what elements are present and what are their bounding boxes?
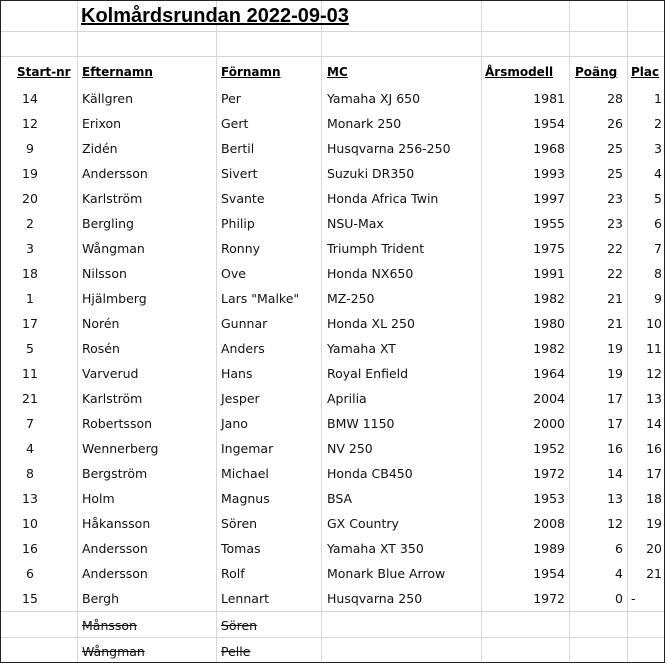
cell-mc: Husqvarna 256-250 xyxy=(327,141,451,156)
cell-efternamn: Månsson xyxy=(82,618,137,633)
cell-poang: 12 xyxy=(607,516,623,531)
cell-arsmodell: 1982 xyxy=(533,341,565,356)
cell-mc: Royal Enfield xyxy=(327,366,409,381)
cell-plac: 18 xyxy=(646,491,662,506)
cell-efternamn: Varverud xyxy=(82,366,139,381)
cell-plac: 6 xyxy=(654,216,662,231)
cell-efternamn: Nilsson xyxy=(82,266,127,281)
cell-efternamn: Rosén xyxy=(82,341,120,356)
cell-efternamn: Bergh xyxy=(82,591,120,606)
table-row xyxy=(1,261,666,286)
cell-efternamn: Wångman xyxy=(82,644,145,659)
cell-poang: 21 xyxy=(607,316,623,331)
header-fornamn: Förnamn xyxy=(221,65,281,79)
cell-poang: 25 xyxy=(607,166,623,181)
cell-arsmodell: 1972 xyxy=(533,466,565,481)
cell-mc: Yamaha XJ 650 xyxy=(327,91,421,106)
cell-arsmodell: 1953 xyxy=(533,491,565,506)
cell-plac: 2 xyxy=(654,116,662,131)
cell-fornamn: Bertil xyxy=(221,141,255,156)
cell-arsmodell: 1982 xyxy=(533,291,565,306)
cell-fornamn: Tomas xyxy=(221,541,261,556)
table-row xyxy=(1,336,666,361)
cell-start-nr: 21 xyxy=(22,391,38,406)
cell-efternamn: Karlström xyxy=(82,191,143,206)
table-row xyxy=(1,486,666,511)
table-row xyxy=(1,361,666,386)
cell-start-nr: 5 xyxy=(26,341,34,356)
cell-start-nr: 9 xyxy=(26,141,34,156)
cell-start-nr: 4 xyxy=(26,441,34,456)
cell-plac: 10 xyxy=(646,316,662,331)
header-start-nr: Start-nr xyxy=(17,65,71,79)
cell-start-nr: 12 xyxy=(22,116,38,131)
cell-fornamn: Pelle xyxy=(221,644,251,659)
cell-mc: Honda Africa Twin xyxy=(327,191,439,206)
cell-fornamn: Hans xyxy=(221,366,253,381)
cell-arsmodell: 1952 xyxy=(533,441,565,456)
cell-start-nr: 10 xyxy=(22,516,38,531)
cell-plac: 14 xyxy=(646,416,662,431)
cell-fornamn: Magnus xyxy=(221,491,270,506)
cell-plac: 7 xyxy=(654,241,662,256)
cell-mc: Honda CB450 xyxy=(327,466,413,481)
cell-mc: NV 250 xyxy=(327,441,373,456)
cell-plac: 19 xyxy=(646,516,662,531)
cell-poang: 23 xyxy=(607,191,623,206)
cell-efternamn: Bergling xyxy=(82,216,134,231)
table-row xyxy=(1,586,666,611)
header-plac: Plac xyxy=(631,65,660,79)
cell-poang: 14 xyxy=(607,466,623,481)
cell-poang: 21 xyxy=(607,291,623,306)
cell-poang: 17 xyxy=(607,416,623,431)
cell-poang: 22 xyxy=(607,241,623,256)
cell-fornamn: Svante xyxy=(221,191,265,206)
cell-arsmodell: 1955 xyxy=(533,216,565,231)
cell-poang: 26 xyxy=(607,116,623,131)
cell-plac: 20 xyxy=(646,541,662,556)
header-arsmodell: Årsmodell xyxy=(485,65,554,79)
header-poang: Poäng xyxy=(575,65,618,79)
cell-efternamn: Andersson xyxy=(82,541,148,556)
cell-efternamn: Bergström xyxy=(82,466,148,481)
cell-fornamn: Philip xyxy=(221,216,255,231)
cell-plac: 9 xyxy=(654,291,662,306)
cell-arsmodell: 1968 xyxy=(533,141,565,156)
cell-mc: Triumph Trident xyxy=(327,241,425,256)
cell-start-nr: 2 xyxy=(26,216,34,231)
table-row xyxy=(1,111,666,136)
cell-fornamn: Jano xyxy=(221,416,248,431)
cell-mc: Honda XL 250 xyxy=(327,316,415,331)
cell-arsmodell: 1991 xyxy=(533,266,565,281)
cell-efternamn: Källgren xyxy=(82,91,133,106)
cell-efternamn: Wångman xyxy=(82,241,145,256)
cell-fornamn: Anders xyxy=(221,341,265,356)
cell-fornamn: Gunnar xyxy=(221,316,268,331)
cell-arsmodell: 1954 xyxy=(533,116,565,131)
cell-efternamn: Wennerberg xyxy=(82,441,159,456)
cell-start-nr: 7 xyxy=(26,416,34,431)
cell-efternamn: Andersson xyxy=(82,566,148,581)
cell-arsmodell: 2000 xyxy=(533,416,565,431)
cell-mc: Husqvarna 250 xyxy=(327,591,423,606)
withdrawn-row xyxy=(1,613,666,638)
cell-mc: BMW 1150 xyxy=(327,416,395,431)
cell-poang: 28 xyxy=(607,91,623,106)
cell-mc: Honda NX650 xyxy=(327,266,414,281)
cell-start-nr: 15 xyxy=(22,591,38,606)
table-row xyxy=(1,136,666,161)
table-row xyxy=(1,86,666,111)
cell-arsmodell: 2004 xyxy=(533,391,565,406)
cell-start-nr: 1 xyxy=(26,291,34,306)
cell-efternamn: Robertsson xyxy=(82,416,153,431)
cell-fornamn: Michael xyxy=(221,466,269,481)
table-row xyxy=(1,461,666,486)
cell-start-nr: 19 xyxy=(22,166,38,181)
cell-efternamn: Erixon xyxy=(82,116,122,131)
cell-fornamn: Ingemar xyxy=(221,441,274,456)
cell-efternamn: Karlström xyxy=(82,391,143,406)
cell-fornamn: Ronny xyxy=(221,241,261,256)
cell-poang: 16 xyxy=(607,441,623,456)
table-row xyxy=(1,436,666,461)
cell-fornamn: Sören xyxy=(221,618,258,633)
cell-arsmodell: 1981 xyxy=(533,91,565,106)
cell-plac: 1 xyxy=(654,91,662,106)
cell-start-nr: 14 xyxy=(22,91,38,106)
cell-fornamn: Per xyxy=(221,91,241,106)
cell-fornamn: Sören xyxy=(221,516,258,531)
cell-poang: 23 xyxy=(607,216,623,231)
cell-start-nr: 13 xyxy=(22,491,38,506)
cell-arsmodell: 1954 xyxy=(533,566,565,581)
cell-efternamn: Andersson xyxy=(82,166,148,181)
cell-fornamn: Gert xyxy=(221,116,249,131)
cell-arsmodell: 1993 xyxy=(533,166,565,181)
cell-plac: 13 xyxy=(646,391,662,406)
withdrawn-row xyxy=(1,639,666,664)
sheet-title: Kolmårdsrundan 2022-09-03 xyxy=(81,5,349,27)
cell-start-nr: 6 xyxy=(26,566,34,581)
cell-poang: 17 xyxy=(607,391,623,406)
cell-fornamn: Rolf xyxy=(221,566,245,581)
cell-mc: GX Country xyxy=(327,516,399,531)
cell-start-nr: 16 xyxy=(22,541,38,556)
table-row xyxy=(1,186,666,211)
cell-plac: 21 xyxy=(646,566,662,581)
cell-poang: 25 xyxy=(607,141,623,156)
cell-efternamn: Håkansson xyxy=(82,516,151,531)
cell-mc: Monark 250 xyxy=(327,116,402,131)
cell-plac: 16 xyxy=(646,441,662,456)
cell-poang: 22 xyxy=(607,266,623,281)
cell-mc: Yamaha XT xyxy=(327,341,396,356)
header-efternamn: Efternamn xyxy=(82,65,153,79)
header-mc: MC xyxy=(327,65,348,79)
table-row xyxy=(1,411,666,436)
table-row xyxy=(1,161,666,186)
cell-arsmodell: 1975 xyxy=(533,241,565,256)
cell-mc: Yamaha XT 350 xyxy=(327,541,424,556)
cell-start-nr: 8 xyxy=(26,466,34,481)
cell-mc: BSA xyxy=(327,491,353,506)
table-row xyxy=(1,236,666,261)
cell-arsmodell: 1989 xyxy=(533,541,565,556)
cell-plac: 17 xyxy=(646,466,662,481)
cell-start-nr: 18 xyxy=(22,266,38,281)
cell-fornamn: Ove xyxy=(221,266,246,281)
cell-poang: 19 xyxy=(607,341,623,356)
cell-start-nr: 17 xyxy=(22,316,38,331)
cell-plac: 3 xyxy=(654,141,662,156)
grid-row-line xyxy=(1,31,664,32)
cell-poang: 6 xyxy=(615,541,623,556)
cell-mc: Suzuki DR350 xyxy=(327,166,415,181)
cell-arsmodell: 1997 xyxy=(533,191,565,206)
cell-arsmodell: 2008 xyxy=(533,516,565,531)
cell-mc: Aprilia xyxy=(327,391,367,406)
cell-efternamn: Holm xyxy=(82,491,115,506)
cell-poang: 19 xyxy=(607,366,623,381)
cell-plac: 12 xyxy=(646,366,662,381)
cell-arsmodell: 1964 xyxy=(533,366,565,381)
cell-poang: 13 xyxy=(607,491,623,506)
cell-plac: 4 xyxy=(654,166,662,181)
table-row xyxy=(1,561,666,586)
cell-plac: 11 xyxy=(646,341,662,356)
cell-fornamn: Jesper xyxy=(221,391,260,406)
cell-plac: 8 xyxy=(654,266,662,281)
cell-poang: 4 xyxy=(615,566,623,581)
cell-poang: 0 xyxy=(615,591,623,606)
cell-arsmodell: 1980 xyxy=(533,316,565,331)
cell-fornamn: Lars "Malke" xyxy=(221,291,300,306)
cell-efternamn: Hjälmberg xyxy=(82,291,147,306)
cell-mc: NSU-Max xyxy=(327,216,384,231)
table-row xyxy=(1,286,666,311)
table-row xyxy=(1,211,666,236)
table-row xyxy=(1,386,666,411)
cell-start-nr: 20 xyxy=(22,191,38,206)
cell-arsmodell: 1972 xyxy=(533,591,565,606)
cell-plac: - xyxy=(631,591,636,606)
cell-fornamn: Lennart xyxy=(221,591,269,606)
cell-start-nr: 11 xyxy=(22,366,38,381)
grid-row-line xyxy=(1,611,664,612)
grid-row-line xyxy=(1,56,664,57)
table-row xyxy=(1,311,666,336)
cell-efternamn: Norén xyxy=(82,316,120,331)
table-row xyxy=(1,536,666,561)
cell-mc: Monark Blue Arrow xyxy=(327,566,446,581)
cell-efternamn: Zidén xyxy=(82,141,118,156)
cell-plac: 5 xyxy=(654,191,662,206)
cell-start-nr: 3 xyxy=(26,241,34,256)
cell-fornamn: Sivert xyxy=(221,166,258,181)
cell-mc: MZ-250 xyxy=(327,291,375,306)
table-row xyxy=(1,511,666,536)
